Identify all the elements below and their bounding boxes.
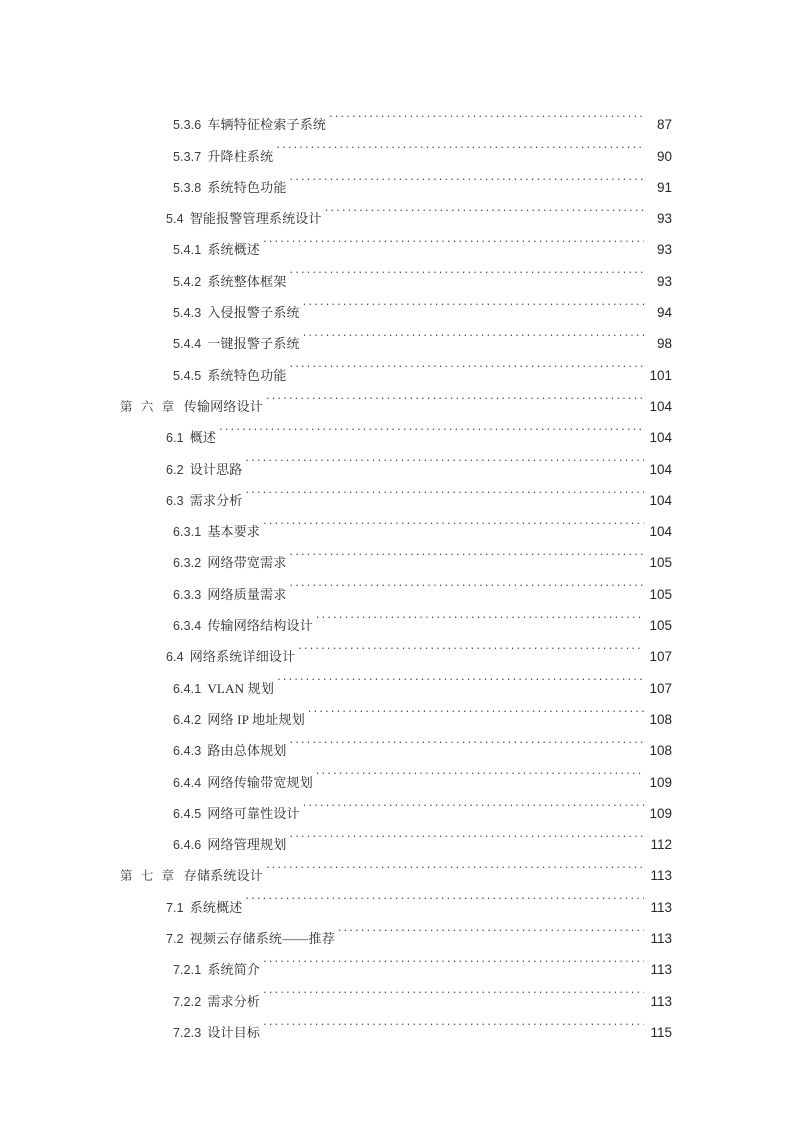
toc-entry-number: 7.1 bbox=[166, 900, 184, 915]
toc-dot-leader bbox=[246, 442, 645, 473]
toc-entry[interactable] bbox=[120, 724, 672, 759]
toc-entry-title: VLAN 规划 bbox=[207, 680, 275, 696]
toc-entry-number: 5.4.2 bbox=[173, 274, 202, 289]
toc-entry-page-number: 104 bbox=[649, 461, 672, 477]
toc-entry-page-number: 108 bbox=[649, 711, 672, 727]
toc-entry-number: 6.1 bbox=[166, 431, 184, 446]
toc-entry[interactable] bbox=[120, 693, 672, 727]
toc-entry-page-number: 98 bbox=[656, 336, 672, 352]
toc-entry-number: 5.4.3 bbox=[173, 306, 202, 321]
toc-entry[interactable] bbox=[120, 818, 672, 853]
toc-entry-number: 6.3.1 bbox=[173, 525, 202, 540]
toc-entry-page-number: 107 bbox=[649, 680, 672, 696]
toc-entry-title: 设计目标 bbox=[207, 1024, 261, 1040]
toc-entry[interactable] bbox=[120, 567, 672, 602]
toc-dot-leader bbox=[263, 974, 644, 1005]
toc-dot-leader bbox=[298, 630, 644, 661]
toc-dot-leader bbox=[290, 818, 644, 849]
toc-dot-leader bbox=[303, 787, 644, 818]
toc-entry-title: 系统简介 bbox=[207, 962, 261, 978]
toc-entry[interactable] bbox=[120, 348, 672, 383]
toc-dot-leader bbox=[290, 254, 644, 285]
toc-entry-page-number: 113 bbox=[650, 899, 672, 915]
toc-entry-page-number: 90 bbox=[656, 148, 672, 164]
toc-entry-page-number: 93 bbox=[656, 211, 672, 227]
toc-dot-leader bbox=[290, 161, 644, 192]
toc-entry-title: 网络可靠性设计 bbox=[207, 805, 300, 821]
toc-entry-title: 需求分析 bbox=[189, 492, 243, 508]
toc-entry-number: 5.4.1 bbox=[173, 243, 202, 258]
toc-dot-leader bbox=[290, 567, 644, 598]
toc-entry-title: 概述 bbox=[189, 430, 217, 446]
toc-entry-title: 入侵报警子系统 bbox=[207, 305, 300, 321]
toc-entry-number: 6.3.3 bbox=[173, 587, 202, 602]
toc-entry[interactable] bbox=[120, 161, 672, 195]
toc-entry-title: 网络系统详细设计 bbox=[189, 649, 296, 665]
toc-dot-leader bbox=[219, 411, 644, 442]
toc-entry-title: 网络质量需求 bbox=[207, 586, 287, 602]
toc-entry[interactable] bbox=[120, 630, 672, 665]
toc-dot-leader bbox=[290, 724, 644, 755]
toc-entry-title: 网络带宽需求 bbox=[207, 555, 287, 571]
toc-entry[interactable] bbox=[120, 98, 672, 133]
toc-entry-title: 网络 IP 地址规划 bbox=[207, 711, 305, 727]
toc-entry[interactable] bbox=[120, 755, 672, 790]
toc-entry-number: 5.4.4 bbox=[173, 337, 202, 352]
toc-dot-leader bbox=[325, 192, 644, 223]
toc-entry[interactable] bbox=[120, 849, 672, 884]
toc-entry-page-number: 105 bbox=[649, 586, 672, 602]
toc-dot-leader bbox=[316, 755, 644, 786]
toc-entry-number: 6.2 bbox=[166, 462, 184, 477]
toc-entry-page-number: 94 bbox=[656, 305, 672, 321]
toc-entry-page-number: 113 bbox=[650, 868, 672, 884]
toc-entry-page-number: 93 bbox=[656, 242, 672, 258]
toc-entry[interactable] bbox=[120, 380, 672, 414]
toc-entry-number: 7.2.3 bbox=[173, 1025, 202, 1040]
toc-entry-title: 网络管理规划 bbox=[207, 837, 287, 853]
toc-dot-leader bbox=[329, 98, 644, 129]
toc-entry-page-number: 113 bbox=[650, 993, 672, 1009]
toc-entry-title: 系统特色功能 bbox=[207, 179, 287, 195]
toc-dot-leader bbox=[266, 849, 644, 880]
toc-entry-page-number: 87 bbox=[656, 117, 672, 133]
toc-entry-page-number: 104 bbox=[649, 430, 672, 446]
toc-entry[interactable] bbox=[120, 192, 672, 227]
toc-entry-page-number: 109 bbox=[649, 805, 672, 821]
toc-dot-leader bbox=[308, 693, 644, 724]
toc-entry[interactable] bbox=[120, 254, 672, 289]
toc-entry-title: 一键报警子系统 bbox=[207, 336, 300, 352]
toc-entry-number: 7.2.2 bbox=[173, 994, 202, 1009]
toc-entry-number: 5.4.5 bbox=[173, 368, 202, 383]
toc-entry-page-number: 104 bbox=[649, 492, 672, 508]
toc-entry-page-number: 105 bbox=[649, 618, 672, 634]
toc-dot-leader bbox=[246, 474, 645, 505]
toc-entry-page-number: 104 bbox=[649, 524, 672, 540]
toc-entry-title: 系统整体框架 bbox=[207, 273, 287, 289]
toc-entry-number: 6.4.2 bbox=[173, 712, 202, 727]
toc-entry-page-number: 93 bbox=[656, 273, 672, 289]
toc-entry[interactable] bbox=[120, 1006, 672, 1040]
toc-entry-title: 存储系统设计 bbox=[183, 868, 263, 884]
toc-entry-number: 5.3.8 bbox=[173, 180, 202, 195]
toc-entry[interactable] bbox=[120, 599, 672, 634]
toc-entry-number: 5.4 bbox=[166, 212, 184, 227]
table-of-contents bbox=[120, 98, 672, 1040]
toc-dot-leader bbox=[338, 912, 644, 943]
toc-dot-leader bbox=[303, 317, 644, 348]
toc-entry-title: 网络传输带宽规划 bbox=[207, 774, 313, 790]
toc-entry-title: 系统概述 bbox=[189, 899, 243, 915]
toc-entry-number: 6.4.6 bbox=[173, 838, 202, 853]
toc-entry[interactable] bbox=[120, 129, 672, 164]
toc-dot-leader bbox=[290, 536, 644, 567]
toc-entry-number: 7.2 bbox=[166, 932, 184, 947]
toc-dot-leader bbox=[277, 661, 644, 692]
toc-entry-page-number: 104 bbox=[649, 398, 672, 414]
toc-entry-page-number: 107 bbox=[649, 649, 672, 665]
toc-entry-title: 设计思路 bbox=[189, 461, 243, 477]
toc-entry-title: 系统特色功能 bbox=[207, 367, 287, 383]
toc-entry-title: 传输网络结构设计 bbox=[207, 618, 313, 634]
toc-entry[interactable] bbox=[120, 286, 672, 321]
toc-dot-leader bbox=[263, 505, 644, 536]
toc-dot-leader bbox=[263, 1006, 644, 1037]
toc-entry-page-number: 101 bbox=[649, 367, 672, 383]
toc-dot-leader bbox=[303, 286, 644, 317]
toc-entry-title: 车辆特征检索子系统 bbox=[207, 117, 327, 133]
toc-entry[interactable] bbox=[120, 317, 672, 352]
toc-entry-number: 6.4.3 bbox=[173, 744, 202, 759]
toc-dot-leader bbox=[316, 599, 644, 630]
toc-entry-title: 基本要求 bbox=[207, 524, 261, 540]
toc-entry-page-number: 108 bbox=[649, 743, 672, 759]
toc-entry-page-number: 91 bbox=[656, 179, 672, 195]
toc-entry-number: 6.4.5 bbox=[173, 806, 202, 821]
toc-entry[interactable] bbox=[120, 787, 672, 821]
toc-entry-page-number: 112 bbox=[650, 837, 672, 853]
toc-entry[interactable] bbox=[120, 536, 672, 571]
toc-entry-title: 传输网络设计 bbox=[183, 398, 263, 414]
toc-entry-page-number: 109 bbox=[649, 774, 672, 790]
toc-entry-number: 6.3.2 bbox=[173, 556, 202, 571]
toc-entry-title: 路由总体规划 bbox=[207, 743, 287, 759]
toc-entry-page-number: 113 bbox=[650, 931, 672, 947]
toc-entry-number: 5.3.6 bbox=[173, 118, 202, 133]
toc-entry-title: 系统概述 bbox=[207, 242, 261, 258]
toc-entry[interactable] bbox=[120, 974, 672, 1009]
toc-entry-number: 6.4.1 bbox=[173, 681, 202, 696]
toc-entry-page-number: 105 bbox=[649, 555, 672, 571]
toc-dot-leader bbox=[263, 223, 644, 254]
toc-entry-number: 6.3.4 bbox=[173, 619, 202, 634]
toc-dot-leader bbox=[266, 380, 644, 411]
toc-entry-number: 第 六 章 bbox=[120, 399, 177, 414]
toc-entry-number: 第 七 章 bbox=[120, 869, 177, 884]
toc-entry-page-number: 115 bbox=[650, 1024, 672, 1040]
toc-entry-title: 升降柱系统 bbox=[207, 148, 274, 164]
toc-entry-number: 5.3.7 bbox=[173, 149, 202, 164]
toc-dot-leader bbox=[276, 129, 644, 160]
toc-dot-leader bbox=[246, 880, 645, 911]
toc-entry-page-number: 113 bbox=[650, 962, 672, 978]
toc-dot-leader bbox=[263, 943, 644, 974]
toc-entry-title: 需求分析 bbox=[207, 993, 261, 1009]
toc-entry-title: 视频云存储系统——推荐 bbox=[189, 931, 335, 947]
toc-entry-number: 7.2.1 bbox=[173, 963, 202, 978]
toc-entry-number: 6.3 bbox=[166, 493, 184, 508]
toc-entry-title: 智能报警管理系统设计 bbox=[189, 211, 322, 227]
toc-entry-number: 6.4.4 bbox=[173, 775, 202, 790]
toc-entry-number: 6.4 bbox=[166, 650, 184, 665]
toc-dot-leader bbox=[290, 348, 644, 379]
